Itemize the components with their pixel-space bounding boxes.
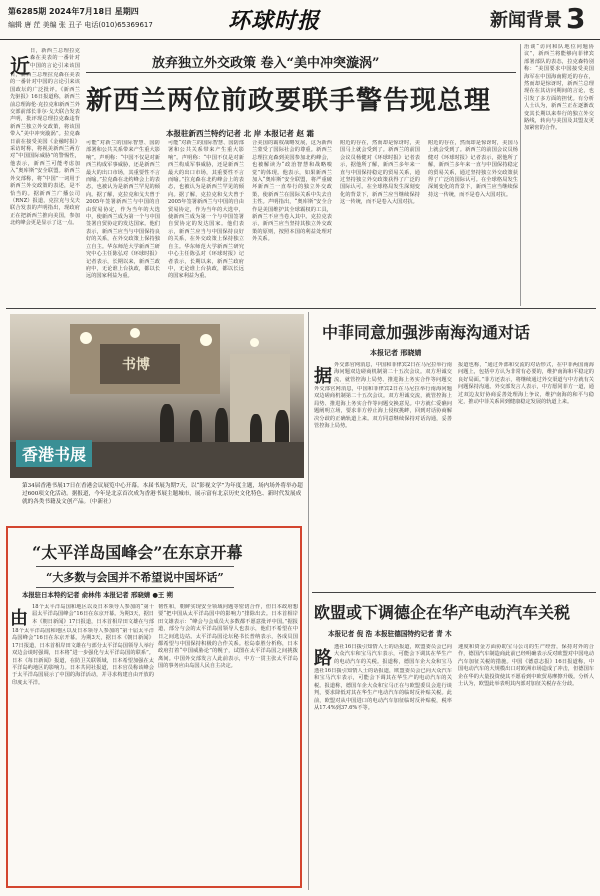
- top-story-col2: 可能“对新兰的国际智慧、国防部署和公共关系带来产生重大影响”。声明称：“中国不仅是对新西兰构成军事威胁，还是新西兰最大的出口市场，其重要性不言而喻。”拉克森在北约峰会上的表态，也被认为是新西兰罕见的倾向。据了解，克拉克和戈夫曾于2005年签署新西兰与中国的自由贸易协定，作为当年的大选中，使新西兰成为第一个与中国签署自贸协定的发达国家。他们表示，新西兰应当与中国保持良好的关系，在外交政策上保持独立自主。华东师范大学新西兰研究中心主任陈弘对《环球时报》记者表示，长期以来，新西兰政府中，无论谁上台执政，都以长远的国家利益为重。: [86, 140, 160, 280]
- photo-title-badge: 香港书展: [16, 440, 92, 467]
- right-story1-byline: 本报记者 邢晓婧: [370, 348, 422, 357]
- boxed-story-dropcap: 由: [10, 608, 28, 629]
- column-divider: [520, 44, 521, 306]
- top-story-col5: 附近的存在，然而却是惊讶时，美国马上就会受到了。新西兰的前国会议员杨健对《环球时报》记者表示，据他所了解，新西兰多年来一直与中国保持稳定的贸易关系，通过坚持独立外交政策获得了广泛的国际认可。在全球格局发生深刻变化的背景下，新西兰应当继续保持这一传统，而不是卷入大国对抗。: [340, 140, 420, 206]
- boxed-story-col1: 18个太平洋岛国和地区以及日本领导人参加的“第十届太平洋岛国峰会”16日在东京开幕。为期3天，据日本《朝日新闻》17日报道，日本首相岸田文雄在与部分太平洋岛国领导人举行双边会谈时强调，日本将“进一步强化与太平洋岛国的联系”。日本《每日新闻》报道，在防卫关联领域，日本希望加强在太平洋岛屿地区的影响力。日本共同社报道，日本官员称该峰会于太平洋岛国展示了中国的海洋活动，并寻求构建自由开放的印度太平洋。: [12, 628, 154, 686]
- top-story-col4: 合美国的霸权战略发展，这为新西兰蒙受了国际社会的尊重。新西兰总理拉克森到美国参加北约峰会，也被解读为“政治智慧和战略嗅觉”的体现。他表示，如果新西兰加入“奥库斯”安全联盟，将严重破坏新西兰一直奉行的独立外交政策，使新西兰在国际关系中失去自主性。声明指出，“奥库斯”安全合作是美国维护其全球霸权的工具，新西兰不应当卷入其中。克拉克表示，新西兰应当坚持其独立外交政策的原则，按照本国的利益处理对外关系。: [252, 140, 332, 243]
- boxed-story-col1-lead: 18个太平洋岛国和地区以及日本领导人参加的“第十届太平洋岛国峰会”16日在东京开幕。为期3天，据日本《朝日新闻》17日报道，日本首相岸田文雄在与部: [32, 604, 154, 625]
- right-story2-byline: 本报记者 倪 浩 本报驻德国特约记者 青 木: [328, 630, 452, 638]
- section-title: 新闻背景: [490, 10, 562, 31]
- boxed-story-byline: 本报驻日本特约记者 俞林伟 本报记者 邢晓婧 ●王 朔: [22, 591, 173, 599]
- column-divider: [308, 312, 309, 890]
- boxed-story-headline: “太平洋岛国峰会”在东京开幕: [32, 543, 243, 562]
- right-story1-col2: 报道也称，“通过外部和交流的对话形式，在中菲两国南海问题上，包括中方认为非常有必要的，维护南海和平稳定的良好局面。”菲方还表示，将继续通过外交渠道与中方就有关问题保持沟通。外交部发言人表示，中方愿同菲方一道，通过双边友好协商妥善处理海上争议，维护南海的和平与稳定，推动中菲关系回到健康稳定发展的轨道上来。: [458, 362, 594, 406]
- masthead: [0, 0, 600, 40]
- right-story2-col1: 透社16日援引知情人士的话报道，欧盟委员会已向大众汽车和宝马汽车表示，可能会下调其在华生产的电动汽车的关税。报道称，德国车企大众和宝马正在与欧盟委员会进行谈判，要求降低对其在华生产电动汽车的临时反补贴关税。此前，欧盟对从中国进口的电动汽车加征临时反补贴税，税率从17.4%到37.6%不等。: [314, 668, 452, 712]
- section-rule: [312, 592, 596, 593]
- page-number: 3: [566, 2, 586, 35]
- boxed-story-subhead: “大多数与会国并不希望说中国坏话”: [36, 566, 234, 588]
- right-story1-col1-lead: 外交部官网消息，中国和菲律宾2日在马尼拉举行南海问题双边磋商机制第二十五次会议。双方坦诚交流，就管控海上局势、推进海上务实合作等问题交: [334, 362, 452, 383]
- top-story-col1-lead: 日，新西兰总理拉克森在美表的一番针对中国的言论引来该国: [30, 48, 80, 69]
- top-story-kicker: 放弃独立外交政策 卷入“美中冲突漩涡”: [152, 56, 380, 71]
- right-story2-dropcap: 路: [314, 648, 332, 669]
- right-story2-headline: 欧盟或下调德企在华产电动汽车关税: [314, 603, 571, 622]
- top-story-col6: 附近的存在，然而却是惊讶时，美国马上就会受到了。新西兰的前国会议员杨健对《环球时报》记者表示，据他所了解，新西兰多年来一直与中国保持稳定的贸易关系，通过坚持独立外交政策获得了广泛的国际认可。在全球格局发生深刻变化的背景下，新西兰应当继续保持这一传统，而不是卷入大国对抗。: [428, 140, 518, 198]
- top-story-col7: 治谈“访问和队地位问题协议”，新西兰将能够向菲律宾部署部队的表态，拉克森特别称：“美国要求中国接受美国海军在中国海南附近的存在，然而却是惊讶时，新西兰总理现在在其访问期间的言论，也引发了多方面的担忧。有分析人士认为，新西兰正在逐渐改变其长期以来奉行的独立外交路线，转向与美国及其盟友更加紧密的合作。: [524, 44, 594, 132]
- top-story-headline: 新西兰两位前政要联手警告现总理: [86, 86, 492, 116]
- right-story1-col1: 外交部官网消息，中国和菲律宾2日在马尼拉举行南海问题双边磋商机制第二十五次会议。双方坦诚交流，就管控海上局势、推进海上务实合作等问题交换意见。中方就仁爱礁问题阐明立场，要求菲方停止海上侵权挑衅，回到对话协商解决分歧的正确轨道上来。双方同意继续保持对话沟通，妥善管控海上局势。: [314, 386, 452, 430]
- photo-caption: 第34届香港书展17日在香港会议展览中心开幕。本届书展为期7天，以“影视文学”为年度主题，场内场外将举办超过600项文化活动。据报道，今年是北京首次成为香港书展主题城市，展示富有北京历史文化特色、新时代发展成就的各类书籍及文创产品。（中新社）: [22, 483, 303, 505]
- newspaper-logo: 环球时报: [228, 8, 321, 34]
- photo-sign: 书博: [122, 357, 150, 373]
- top-story-col3: 可能“对新兰的国际智慧、国防部署和公共关系带来产生重大影响”。声明称：“中国不仅是对新西兰构成军事威胁，还是新西兰最大的出口市场，其重要性不言而喻。”拉克森在北约峰会上的表态，也被认为是新西兰罕见的倾向。据了解，克拉克和戈夫曾于2005年签署新西兰与中国的自由贸易协定，作为当年的大选中，使新西兰成为第一个与中国签署自贸协定的发达国家。他们表示，新西兰应当与中国保持良好的关系，在外交政策上保持独立自主。华东师范大学新西兰研究中心主任陈弘对《环球时报》记者表示，长期以来，新西兰政府中，无论谁上台执政，都以长远的国家利益为重。: [168, 140, 244, 280]
- top-story-dropcap: 近: [10, 54, 30, 78]
- editor-info: 编辑 唐 茳 美编 张 丑子 电话(010)65369617: [8, 21, 153, 29]
- top-story-col1: 日，新西兰总理拉克森在美表的一番针对中国的言论引来该国政坛的广泛批评。《新西兰先驱报》16日报道称，新西兰前总理海伦·克拉克和新西兰外交部前部长菲尔·戈夫联合发表声明，批评现总理拉克森违背新西兰独立外交政策，将该国带入“美中冲突漩涡”。拉克森日前在接受美国《金融时报》采访时称，将视美新西兰两方对“中国国际威胁”的警惕性，他表示，新西兰可能考虑加入“奥库斯”安全联盟。新西兰外交部称，将“中国”一词用于新西兰外交政策的表述，是不恰当的。据新西兰广播公司（RNZ）报道，克拉克与戈夫联合发表的声明指出，现政府正在把新西兰推向美国，参加北约峰会更是显示了这一点。: [10, 72, 80, 227]
- boxed-story-col2: 韧性和，朝鲜实现安全领域问题等密切合作，但日本政府想要“把中国从太平洋岛国中的影响力”排除出去。日本首相岸田文雄表示：“峰会与会成员大多数都不愿意批评中国。”据报道，部分与会的太平洋岛国领导人也表示，他们不希望在中日之间选边站。太平洋岛国论坛秘书长普纳表示，各成员国都希望与中国保持积极的合作关系。松岛泰胜分析称，日本政府打着“中国威胁论”的幌子，试图在太平洋岛国之间挑拨离间。中国外交部发言人此前表示，中方一贯主张太平洋岛国的事务应由岛国人民自主决定。: [158, 604, 298, 670]
- section-rule: [6, 308, 596, 309]
- right-story2-col2: 速度和资金方面协助宝马公司的生产经营，保持对外的合作，德国汽车制造商此前已经明确表示反对欧盟对中国电动汽车加征关税的措施。中国《德意志报》16日报道称，中国电动汽车的大规模出口对欧洲市场造成了冲击，但德国车企在华的大量投资使其不愿看到中欧贸易摩擦升级。分析人士认为，欧盟此举表明其内部对加征关税存在分歧。: [458, 644, 594, 688]
- issue-info: 第6285期 2024年7月18日 星期四: [8, 7, 139, 16]
- kicker-rule: [86, 72, 516, 73]
- top-story-byline: 本报驻新西兰特约记者 北 岸 本报记者 赵 霜: [166, 129, 315, 138]
- right-story1-dropcap: 据: [314, 366, 332, 387]
- right-story2-col1-lead: 透社16日援引知情人士的话报道，欧盟委员会已向大众汽车和宝马汽车表示，可能会下调其在华生产的电动汽车的关税。报道称，德国车企大众和宝马: [334, 644, 452, 665]
- right-story1-headline: 中菲同意加强涉南海沟通对话: [322, 323, 531, 342]
